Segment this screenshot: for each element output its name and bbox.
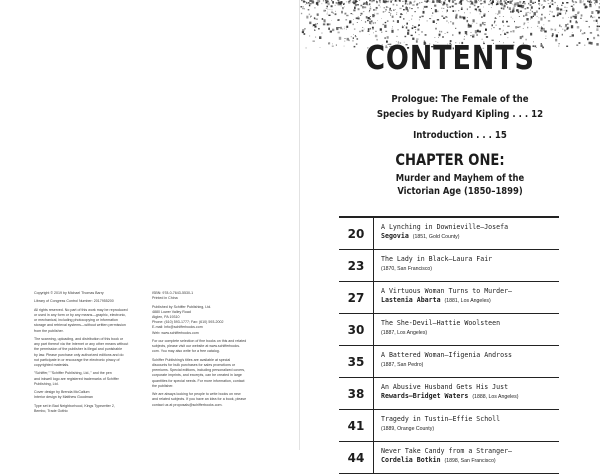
toc-divider: [373, 218, 374, 250]
toc-row: [339, 250, 587, 282]
catalog-notice: For our complete selection of fine books on this and related subjects, please visit our website at www.schifferbooks. com. You may also write for a free catalog.: [152, 339, 264, 355]
toc-row: [339, 442, 587, 474]
toc-entry-text: [381, 383, 587, 401]
toc-page-number: 30: [339, 314, 373, 346]
proposals-notice: We are always looking for people to write books on new and related subjects. If you have an idea for a book, please contact us at proposals@schifferbooks.com.: [152, 392, 264, 408]
copyright-column-left: [34, 291, 142, 417]
toc-entry-title: Tragedy in Tustin–Effie Scholl: [381, 415, 500, 423]
toc-page-number: 38: [339, 378, 373, 410]
toc-row: [339, 282, 587, 314]
toc-entry-name: Rewards–Bridget Waters: [381, 392, 468, 400]
toc-divider: [373, 378, 374, 410]
toc-entry-title: A Lynching in Downieville–Josefa: [381, 223, 508, 231]
toc-entry-text: [381, 415, 587, 433]
toc-entry-meta: (1881, Los Angeles): [445, 298, 491, 304]
toc-entry-meta: (1888, Los Angeles): [472, 394, 518, 400]
introduction-entry: Introduction . . . 15: [374, 130, 546, 141]
toc-page-number: 23: [339, 250, 373, 282]
toc-divider: [373, 314, 374, 346]
toc-page-number: 41: [339, 410, 373, 442]
trademark-notice: "Schiffer," "Schiffer Publishing, Ltd.," and the pen and inkwell logo are registered trademarks of Schiffer Publishing, Ltd.: [34, 371, 142, 387]
prologue-entry: Prologue: The Female of the Species by Rudyard Kipling . . . 12: [374, 92, 546, 122]
toc-page-number: 27: [339, 282, 373, 314]
toc-row: [339, 346, 587, 378]
toc-entry-text: [381, 287, 587, 305]
publisher-address: Published by Schiffer Publishing, Ltd. 4880 Lower Valley Road Atglen, PA 19310 Phone: (610) 593-1777; Fax: (610) 593-2002 E-mail: Info@schifferbooks.com Web: www.schifferbooks.com: [152, 305, 264, 336]
toc-entry-text: [381, 255, 587, 273]
typeface-credits: Type set in Bad Neighborhood, Kings Typewriter 2, Bembo, Trade Gothic: [34, 404, 142, 414]
toc-row: [339, 314, 587, 346]
toc-entry-text: [381, 447, 587, 465]
toc-divider: [373, 346, 374, 378]
toc-entry-text: [381, 223, 587, 241]
bulk-sales-notice: Schiffer Publishing's titles are available at special discounts for bulk purchases for sales promotions or premiums. Special editions, including personalized covers, corporate imprints, and excerpts, can be created in large quantities for special needs. For more information, contact the publisher.: [152, 358, 264, 389]
toc-entry-title: The She-Devil–Hattie Woolsteen: [381, 319, 500, 327]
toc-page-number: 35: [339, 346, 373, 378]
toc-entry-name: Segovia: [381, 232, 409, 240]
design-credits: Cover design by Brenda McCallum Interior design by Matthew Goodman: [34, 390, 142, 400]
toc-divider: [373, 410, 374, 442]
toc-entry-meta: (1870, San Francisco): [381, 266, 432, 272]
isbn-line: ISBN: 978-0-7643-5530-1 Printed in China: [152, 291, 264, 301]
contents-title: CONTENTS: [327, 38, 573, 77]
copyright-line: Copyright © 2019 by Michael Thomas Barry: [34, 291, 142, 296]
toc-entry-meta: (1851, Gold County): [413, 234, 460, 240]
toc-row: [339, 378, 587, 410]
chapter-heading: CHAPTER ONE:: [360, 150, 540, 169]
toc-row: [339, 218, 587, 250]
toc-entry-text: [381, 351, 587, 369]
toc-page-number: 20: [339, 218, 373, 250]
toc-entry-title: An Abusive Husband Gets His Just: [381, 383, 508, 391]
contents-page: [300, 0, 600, 450]
toc-divider: [373, 442, 374, 474]
chapter-subtitle: Murder and Mayhem of the Victorian Age (1850–1899): [376, 172, 544, 198]
toc-entry-title: A Virtuous Woman Turns to Murder–: [381, 287, 512, 295]
toc-entry-name: Lastenia Abarta: [381, 296, 441, 304]
toc-entry-meta: (1898, San Francisco): [445, 458, 496, 464]
toc-divider: [373, 250, 374, 282]
toc-page-number: 44: [339, 442, 373, 474]
toc-entry-meta: (1889, Orange County): [381, 426, 434, 432]
rights-notice: All rights reserved. No part of this work may be reproduced or used in any form or by any means—graphic, electronic, or mechanical, including photocopying or information storage and retrieval systems—without written permission from the publisher.: [34, 308, 142, 334]
toc-entry-title: Never Take Candy from a Stranger–: [381, 447, 512, 455]
toc-row: [339, 410, 587, 442]
toc-entry-name: Cordelia Botkin: [381, 456, 441, 464]
copyright-page: [0, 0, 300, 450]
toc-divider: [373, 282, 374, 314]
piracy-notice: The scanning, uploading, and distribution of this book or any part thereof via the Internet or any other means without the permission of the publisher is illegal and punishable by law. Please purchase only authorized editions and do not participate in or encourage the electronic piracy of copyrighted materials.: [34, 337, 142, 368]
toc-entry-text: [381, 319, 587, 337]
toc-entry-title: The Lady in Black–Laura Fair: [381, 255, 492, 263]
toc-entry-meta: (1887, San Pedro): [381, 362, 423, 368]
copyright-column-right: [152, 291, 264, 411]
loc-control-number: Library of Congress Control Number: 2017955200: [34, 299, 142, 304]
toc-entry-meta: (1887, Los Angeles): [381, 330, 427, 336]
toc-entry-title: A Battered Woman–Ifigenia Andross: [381, 351, 512, 359]
